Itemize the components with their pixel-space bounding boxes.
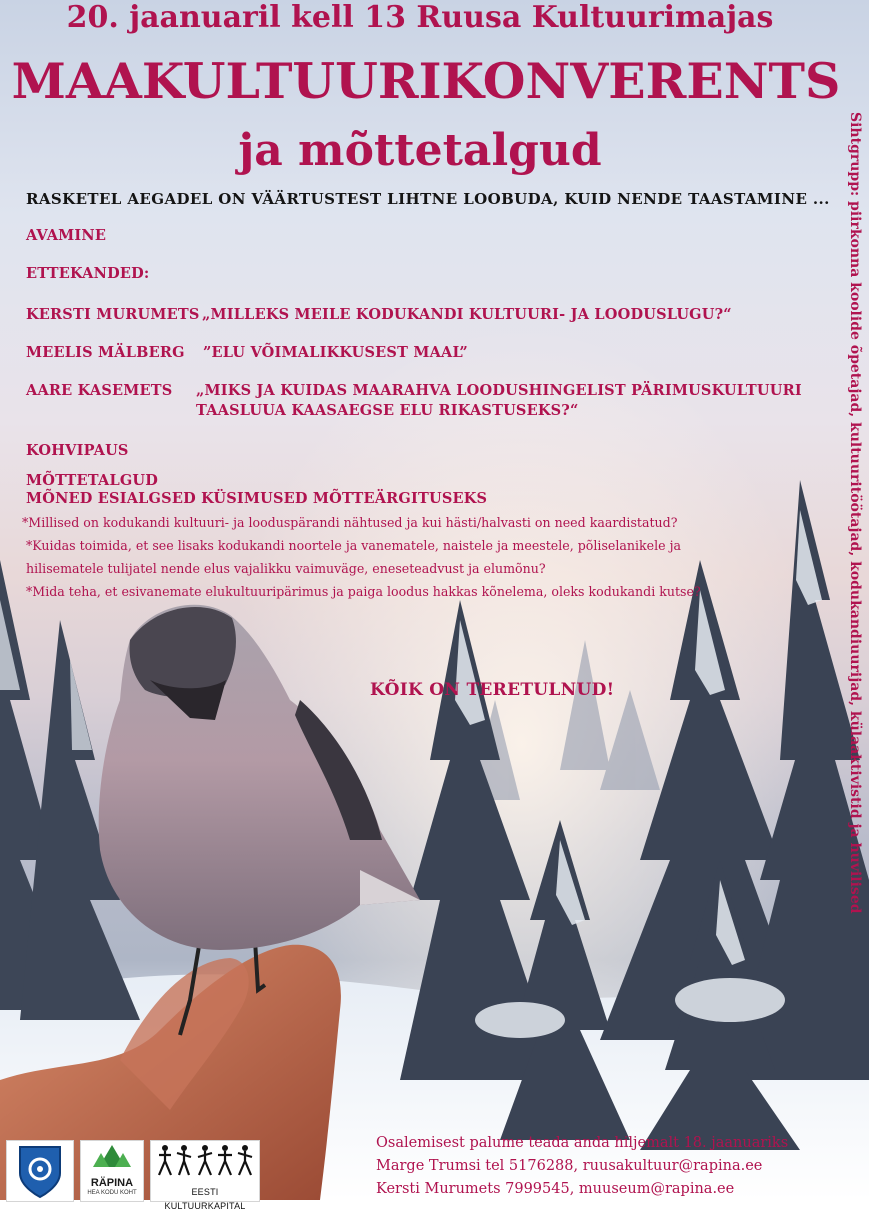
rapina-name: RÄPINA xyxy=(90,1177,134,1189)
question-3: *Mida teha, et esivanemate elukultuuripärimus ja paiga loodus hakkas kõnelema, oleks kodukandi kutse? xyxy=(26,584,701,599)
poster-subtitle: ja mõttetalgud xyxy=(238,125,602,176)
question-1: *Millised on kodukandi kultuuri- ja looduspärandi nähtused ja kui hästi/halvasti on need kaardistatud? xyxy=(22,515,678,530)
talk-3-speaker: AARE KASEMETS xyxy=(26,382,173,399)
talk-2-speaker: MEELIS MÄLBERG xyxy=(26,344,185,361)
contact-kersti: Kersti Murumets 7999545, muuseum@rapina.ee xyxy=(376,1181,735,1197)
poster-title: MAAKULTUURIKONVERENTS xyxy=(11,52,841,110)
program-opening: AVAMINE xyxy=(26,227,107,244)
registration-deadline: Osalemisest palume teada anda hiljemalt 18. jaanuariks xyxy=(376,1135,789,1151)
kultuurkapital-name: EESTI KULTUURKAPITAL xyxy=(164,1187,246,1211)
dancing-figures-icon xyxy=(151,1141,259,1181)
talk-2-topic: ”ELU VÕIMALIKKUSEST MAAL” xyxy=(203,344,468,361)
rapina-tree-icon xyxy=(81,1141,143,1173)
tagline: RASKETEL AEGADEL ON VÄÄRTUSTEST LIHTNE LOOBUDA, KUID NENDE TAASTAMINE ... xyxy=(26,190,830,208)
program-talks-heading: ETTEKANDED: xyxy=(26,265,150,282)
question-2-continued: hilisematele tulijatel nende elus vajalikku vaimuväge, eneseteadvust ja elumõnu? xyxy=(26,561,546,576)
kultuurkapital-logo xyxy=(150,1140,260,1211)
target-audience-vertical: Sihtgrupp: piirkonna koolide õpetajad, kultuuritöötajad, kodukandiuurijad, külaaktivistid ja huvilised xyxy=(847,112,863,914)
coat-of-arms-icon xyxy=(7,1141,73,1201)
question-2: *Kuidas toimida, et see lisaks kodukandi noortele ja vanematele, naistele ja meestele, põliselanikele ja xyxy=(26,538,682,553)
program-workshop: MÕTTETALGUD xyxy=(26,472,159,489)
questions-heading: MÕNED ESIALGSED KÜSIMUSED MÕTTEÄRGITUSEKS xyxy=(26,490,488,507)
welcome-text: KÕIK ON TERETULNUD! xyxy=(370,680,615,700)
program-coffee-break: KOHVIPAUS xyxy=(26,442,129,459)
talk-1-topic: „MILLEKS MEILE KODUKANDI KULTUURI- JA LOODUSLUGU?“ xyxy=(202,306,732,323)
talk-3-topic: „MIKS JA KUIDAS MAARAHVA LOODUSHINGELIST PÄRIMUSKULTUURI xyxy=(196,382,802,399)
event-date-location: 20. jaanuaril kell 13 Ruusa Kultuurimajas xyxy=(66,0,774,35)
contact-marge: Marge Trumsi tel 5176288, ruusakultuur@rapina.ee xyxy=(376,1158,763,1174)
talk-3-topic-line2: TAASLUUA KAASAEGSE ELU RIKASTUSEKS?“ xyxy=(196,402,579,419)
talk-1-speaker: KERSTI MURUMETS xyxy=(26,306,200,323)
rapina-slogan: HEA KODU KOHT xyxy=(87,1190,137,1196)
rapina-logo xyxy=(80,1140,144,1202)
municipality-coat-of-arms-logo xyxy=(6,1140,74,1202)
